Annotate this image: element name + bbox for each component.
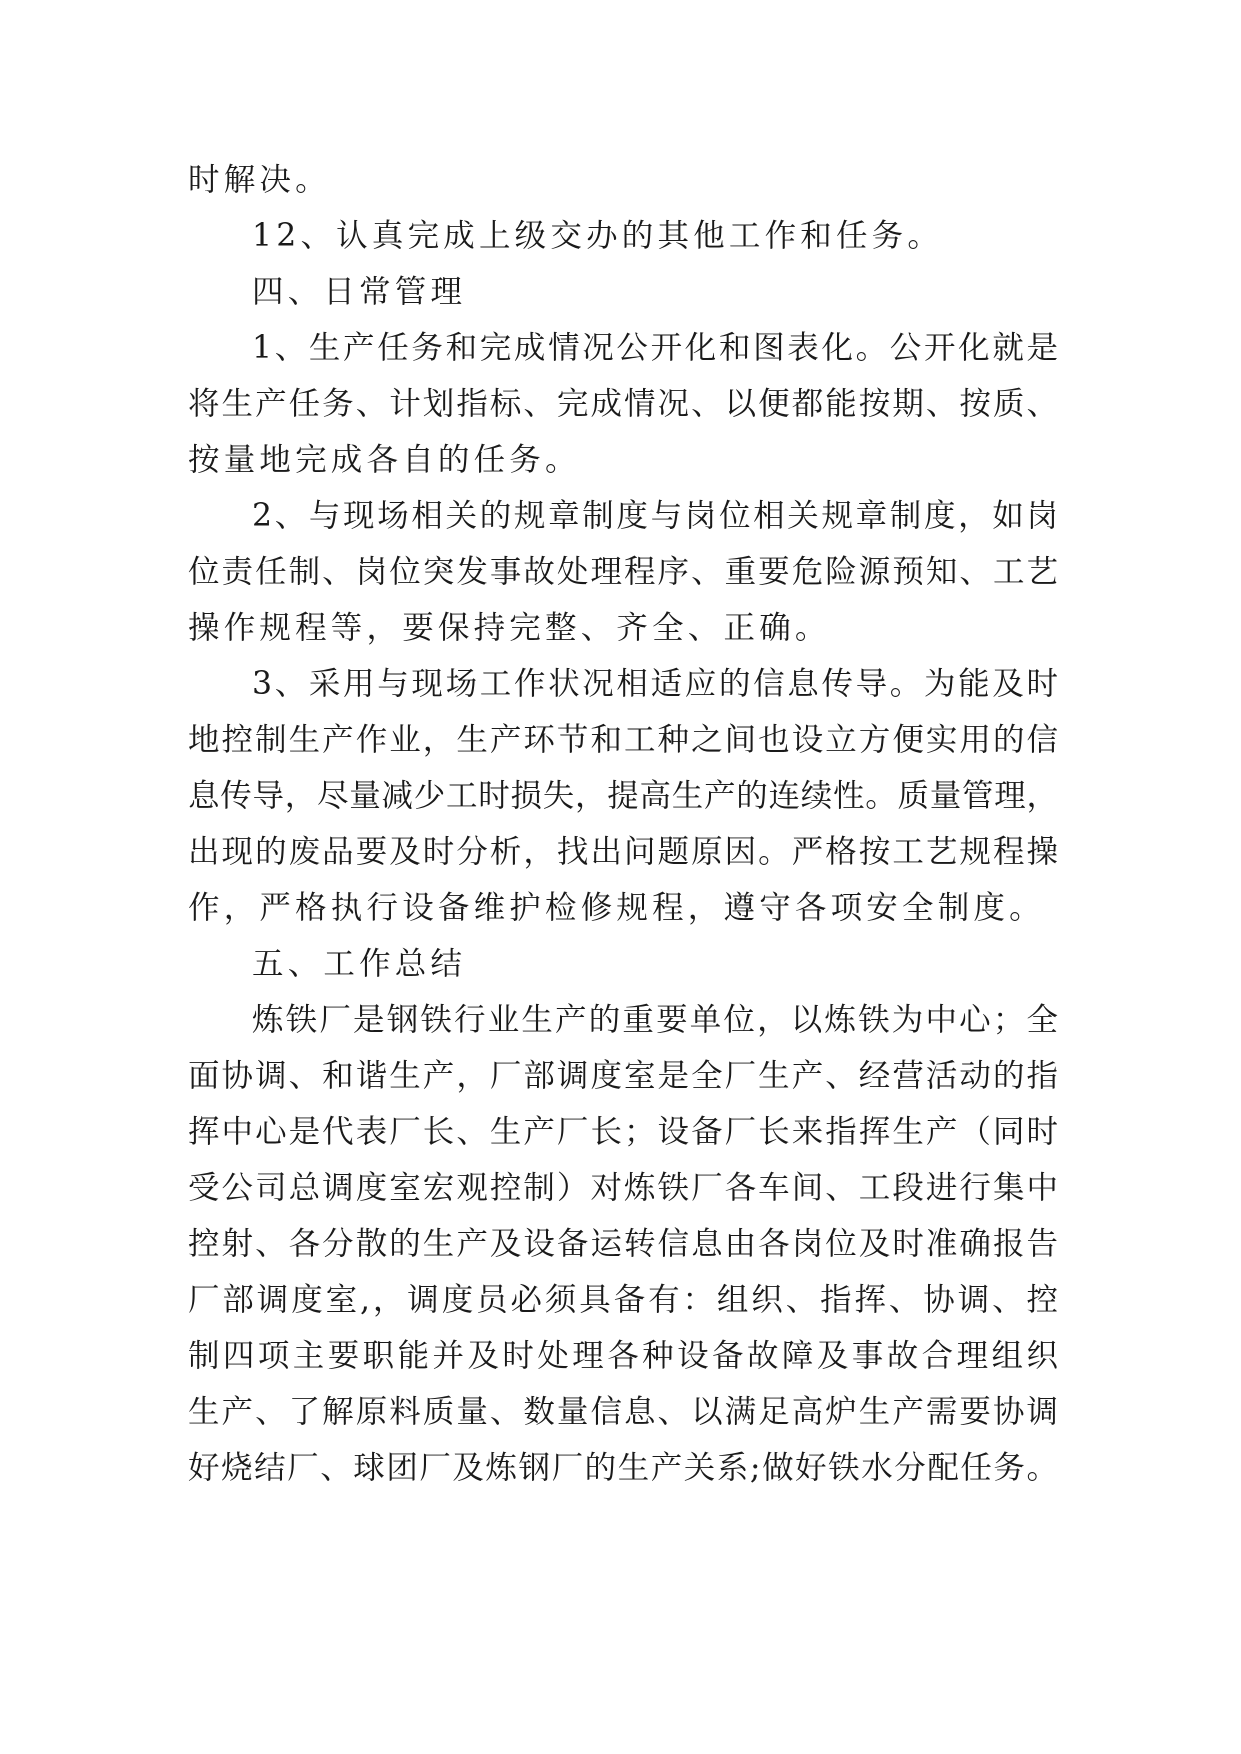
text-line: 按量地完成各自的任务。 — [188, 442, 581, 478]
text-line: 位责任制、岗位突发事故处理程序、重要危险源预知、工艺 — [188, 554, 1058, 590]
text-line: 好烧结厂、球团厂及炼钢厂的生产关系;做好铁水分配任务。 — [188, 1450, 1058, 1486]
list-item-3: 3、采用与现场工作状况相适应的信息传导。为能及时 — [252, 666, 1058, 702]
text-line: 制四项主要职能并及时处理各种设备故障及事故合理组织 — [188, 1338, 1058, 1374]
list-item-12: 12、认真完成上级交办的其他工作和任务。 — [252, 218, 944, 254]
list-item-2: 2、与现场相关的规章制度与岗位相关规章制度，如岗 — [252, 498, 1058, 534]
text-line: 息传导，尽量减少工时损失，提高生产的连续性。质量管理， — [188, 778, 1058, 814]
text-line: 挥中心是代表厂长、生产厂长；设备厂长来指挥生产（同时 — [188, 1114, 1058, 1150]
section-heading-work-summary: 五、工作总结 — [252, 946, 467, 982]
text-line: 操作规程等，要保持完整、齐全、正确。 — [188, 610, 831, 646]
text-line: 出现的废品要及时分析，找出问题原因。严格按工艺规程操 — [188, 834, 1058, 870]
text-line: 时解决。 — [188, 162, 331, 198]
text-line: 将生产任务、计划指标、完成情况、以便都能按期、按质、 — [188, 386, 1058, 422]
text-line: 作，严格执行设备维护检修规程，遵守各项安全制度。 — [188, 890, 1045, 926]
text-line: 生产、了解原料质量、数量信息、以满足高炉生产需要协调 — [188, 1394, 1058, 1430]
text-line: 地控制生产作业，生产环节和工种之间也设立方便实用的信 — [188, 722, 1058, 758]
text-line: 厂部调度室,，调度员必须具备有：组织、指挥、协调、控 — [188, 1282, 1058, 1318]
text-line: 控射、各分散的生产及设备运转信息由各岗位及时准确报告 — [188, 1226, 1058, 1262]
text-line: 受公司总调度室宏观控制）对炼铁厂各车间、工段进行集中 — [188, 1170, 1058, 1206]
text-line: 面协调、和谐生产，厂部调度室是全厂生产、经营活动的指 — [188, 1058, 1058, 1094]
paragraph-start: 炼铁厂是钢铁行业生产的重要单位，以炼铁为中心；全 — [252, 1002, 1058, 1038]
section-heading-daily-management: 四、日常管理 — [252, 274, 467, 310]
list-item-1: 1、生产任务和完成情况公开化和图表化。公开化就是 — [252, 330, 1058, 366]
